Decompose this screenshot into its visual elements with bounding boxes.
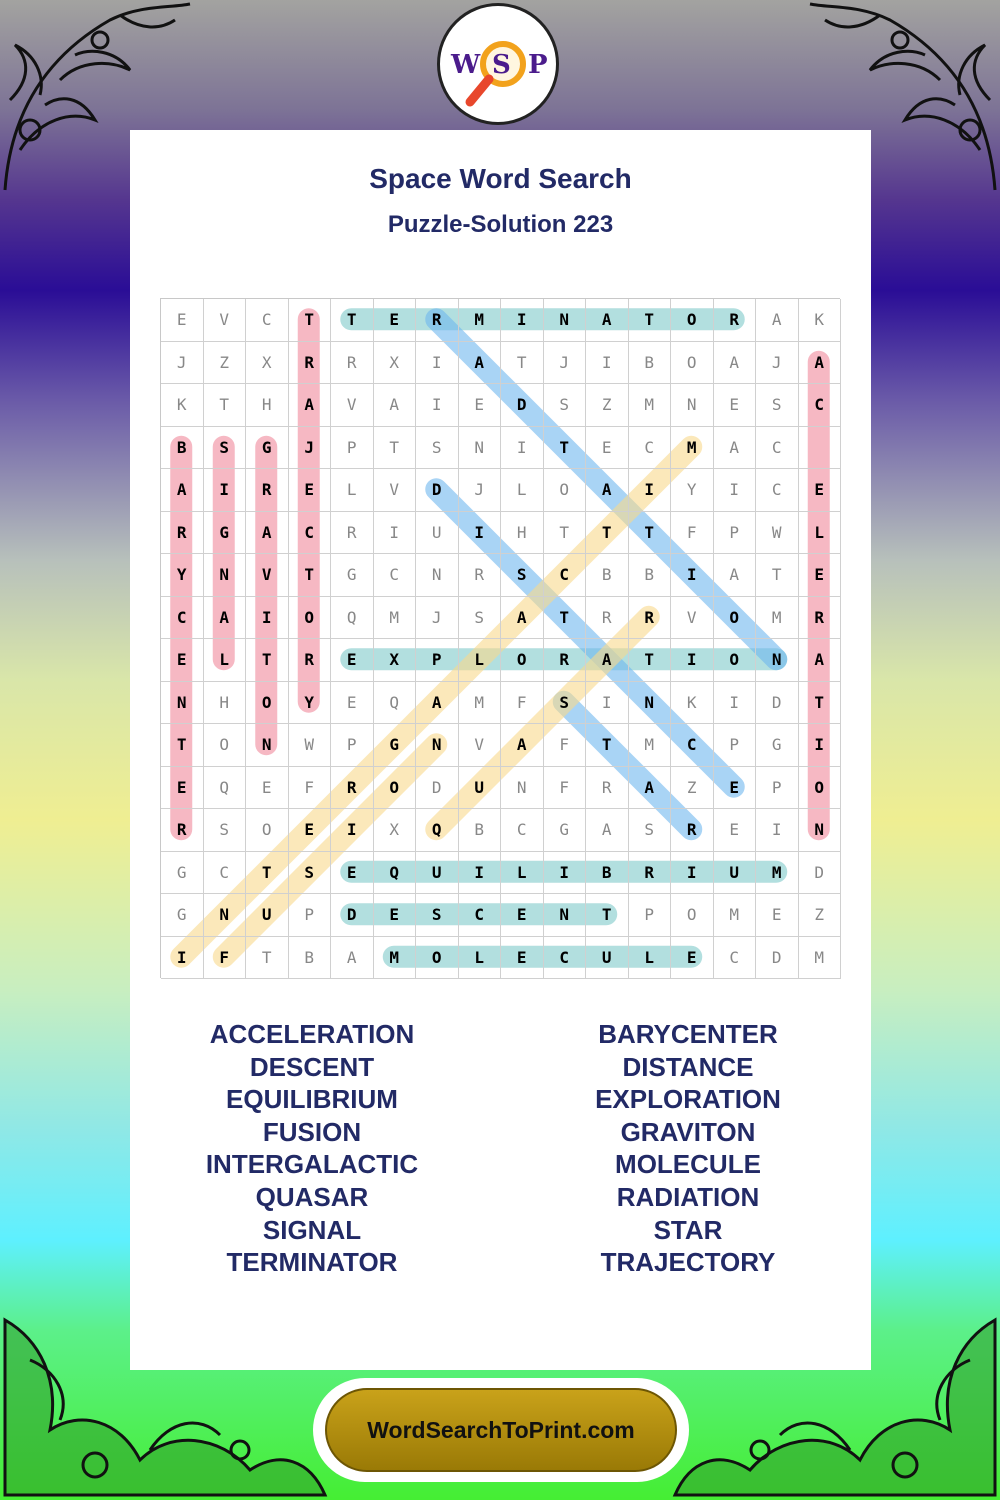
grid-cell[interactable]: X: [374, 809, 417, 852]
grid-cell[interactable]: P: [629, 894, 672, 937]
grid-cell[interactable]: C: [289, 512, 332, 555]
grid-cell[interactable]: E: [331, 852, 374, 895]
grid-cell[interactable]: L: [459, 639, 502, 682]
grid-cell[interactable]: I: [671, 554, 714, 597]
grid-cell[interactable]: T: [289, 554, 332, 597]
grid-cell[interactable]: S: [501, 554, 544, 597]
grid-cell[interactable]: S: [544, 682, 587, 725]
grid-cell[interactable]: I: [161, 937, 204, 980]
word-list-item: GRAVITON: [620, 1116, 756, 1147]
grid-cell[interactable]: E: [586, 427, 629, 470]
word-list-item: DESCENT: [249, 1051, 375, 1082]
grid-cell[interactable]: I: [799, 724, 842, 767]
grid-cell[interactable]: N: [544, 299, 587, 342]
grid-cell[interactable]: L: [204, 639, 247, 682]
grid-cell[interactable]: H: [246, 384, 289, 427]
grid-cell[interactable]: B: [289, 937, 332, 980]
grid-cell[interactable]: S: [629, 809, 672, 852]
grid-cell[interactable]: J: [756, 342, 799, 385]
grid-cell[interactable]: G: [246, 427, 289, 470]
grid-cell[interactable]: E: [161, 767, 204, 810]
word-list-item: BARYCENTER: [598, 1019, 778, 1049]
word-list-item: SIGNAL: [262, 1214, 362, 1245]
grid-cell[interactable]: F: [289, 767, 332, 810]
grid-cell[interactable]: A: [204, 597, 247, 640]
grid-cell[interactable]: K: [799, 299, 842, 342]
word-list-item: DISTANCE: [622, 1051, 754, 1082]
grid-cell[interactable]: C: [501, 809, 544, 852]
grid-cell[interactable]: U: [416, 512, 459, 555]
grid-cell[interactable]: O: [671, 299, 714, 342]
grid-cell[interactable]: A: [756, 299, 799, 342]
grid-cell[interactable]: A: [374, 384, 417, 427]
grid-cell[interactable]: M: [756, 852, 799, 895]
grid-cell[interactable]: R: [331, 342, 374, 385]
grid-cell[interactable]: Y: [161, 554, 204, 597]
grid-cell[interactable]: I: [331, 809, 374, 852]
grid-cell[interactable]: Q: [204, 767, 247, 810]
grid-cell[interactable]: M: [459, 299, 502, 342]
grid-cell[interactable]: L: [629, 937, 672, 980]
page-subtitle: Puzzle-Solution 223: [387, 211, 614, 238]
grid-cell[interactable]: P: [416, 639, 459, 682]
grid-cell[interactable]: R: [331, 767, 374, 810]
grid-cell[interactable]: B: [586, 852, 629, 895]
grid-cell[interactable]: G: [756, 724, 799, 767]
word-list-item: TERMINATOR: [226, 1247, 398, 1278]
grid-cell[interactable]: O: [246, 682, 289, 725]
grid-cell[interactable]: S: [756, 384, 799, 427]
grid-cell[interactable]: M: [374, 597, 417, 640]
grid-cell[interactable]: A: [714, 342, 757, 385]
grid-cell[interactable]: O: [246, 809, 289, 852]
word-list-item: ACCELERATION: [209, 1019, 415, 1049]
word-list-item: QUASAR: [255, 1181, 369, 1212]
grid-cell[interactable]: R: [671, 809, 714, 852]
grid-cell[interactable]: A: [501, 724, 544, 767]
grid-cell[interactable]: O: [671, 342, 714, 385]
grid-cell[interactable]: B: [161, 427, 204, 470]
grid-cell[interactable]: D: [416, 469, 459, 512]
grid-cell[interactable]: R: [289, 342, 332, 385]
grid-cell[interactable]: I: [374, 512, 417, 555]
grid-cell[interactable]: D: [799, 852, 842, 895]
grid-cell[interactable]: R: [459, 554, 502, 597]
grid-cell[interactable]: L: [459, 937, 502, 980]
grid-cell[interactable]: T: [331, 299, 374, 342]
grid-cell[interactable]: T: [501, 342, 544, 385]
grid-cell[interactable]: B: [629, 342, 672, 385]
grid-cell[interactable]: E: [289, 809, 332, 852]
grid-cell[interactable]: V: [671, 597, 714, 640]
grid-cell[interactable]: I: [714, 682, 757, 725]
grid-cell[interactable]: L: [501, 852, 544, 895]
grid-cell[interactable]: I: [501, 427, 544, 470]
grid-cell[interactable]: T: [586, 894, 629, 937]
word-list-item: MOLECULE: [615, 1149, 761, 1180]
grid-cell[interactable]: V: [459, 724, 502, 767]
grid-cell[interactable]: S: [204, 809, 247, 852]
grid-cell[interactable]: M: [629, 724, 672, 767]
grid-cell[interactable]: J: [544, 342, 587, 385]
grid-cell[interactable]: X: [374, 639, 417, 682]
grid-cell[interactable]: E: [331, 682, 374, 725]
grid-cell[interactable]: T: [544, 597, 587, 640]
grid-cell[interactable]: I: [246, 597, 289, 640]
grid-cell[interactable]: N: [204, 554, 247, 597]
grid-cell[interactable]: E: [756, 894, 799, 937]
grid-cell[interactable]: H: [501, 512, 544, 555]
grid-cell[interactable]: I: [714, 469, 757, 512]
word-list-item: STAR: [653, 1214, 723, 1245]
grid-cell[interactable]: U: [586, 937, 629, 980]
grid-cell[interactable]: E: [331, 639, 374, 682]
grid-cell[interactable]: R: [714, 299, 757, 342]
logo-letter-s: S: [492, 50, 511, 80]
grid-cell[interactable]: O: [714, 639, 757, 682]
grid-cell[interactable]: G: [161, 852, 204, 895]
grid-cell[interactable]: N: [416, 554, 459, 597]
grid-cell[interactable]: F: [544, 724, 587, 767]
grid-cell[interactable]: I: [204, 469, 247, 512]
grid-cell[interactable]: Z: [799, 894, 842, 937]
grid-cell[interactable]: H: [204, 682, 247, 725]
grid-cell[interactable]: E: [161, 639, 204, 682]
grid-cell[interactable]: I: [586, 342, 629, 385]
grid-cell[interactable]: T: [544, 512, 587, 555]
grid-cell[interactable]: P: [714, 512, 757, 555]
grid-cell[interactable]: T: [246, 937, 289, 980]
grid-cell[interactable]: C: [246, 299, 289, 342]
grid-cell[interactable]: J: [289, 427, 332, 470]
grid-cell[interactable]: J: [459, 469, 502, 512]
grid-cell[interactable]: K: [671, 682, 714, 725]
grid-cell[interactable]: R: [289, 639, 332, 682]
grid-cell[interactable]: C: [714, 937, 757, 980]
grid-cell[interactable]: D: [331, 894, 374, 937]
grid-cell[interactable]: F: [671, 512, 714, 555]
grid-cell[interactable]: T: [289, 299, 332, 342]
logo-letter-p: P: [528, 50, 548, 80]
grid-cell[interactable]: N: [161, 682, 204, 725]
word-list-left: [162, 1018, 462, 1279]
word-list: [130, 1018, 871, 1288]
grid-cell[interactable]: R: [416, 299, 459, 342]
grid-cell[interactable]: A: [161, 469, 204, 512]
grid-cell[interactable]: I: [544, 852, 587, 895]
grid-cell[interactable]: [799, 427, 842, 470]
grid-cell[interactable]: R: [331, 512, 374, 555]
grid-cell[interactable]: S: [204, 427, 247, 470]
grid-cell[interactable]: G: [161, 894, 204, 937]
grid-cell[interactable]: I: [459, 512, 502, 555]
grid-cell[interactable]: I: [416, 342, 459, 385]
grid-cell[interactable]: R: [246, 469, 289, 512]
grid-cell[interactable]: O: [374, 767, 417, 810]
grid-cell[interactable]: I: [756, 809, 799, 852]
grid-cell[interactable]: M: [756, 597, 799, 640]
page-title: Space Word Search: [369, 163, 632, 194]
grid-cell[interactable]: S: [416, 894, 459, 937]
grid-cell[interactable]: C: [799, 384, 842, 427]
grid-cell[interactable]: Z: [204, 342, 247, 385]
grid-cell[interactable]: C: [374, 554, 417, 597]
grid-cell[interactable]: V: [246, 554, 289, 597]
grid-cell[interactable]: P: [756, 767, 799, 810]
grid-cell[interactable]: A: [586, 809, 629, 852]
grid-cell[interactable]: C: [459, 894, 502, 937]
grid-cell[interactable]: P: [289, 894, 332, 937]
grid-cell[interactable]: P: [331, 724, 374, 767]
grid-cell[interactable]: N: [671, 384, 714, 427]
grid-cell[interactable]: T: [629, 299, 672, 342]
grid-cell[interactable]: E: [671, 937, 714, 980]
grid-cell[interactable]: E: [714, 809, 757, 852]
grid-cell[interactable]: A: [501, 597, 544, 640]
grid-cell[interactable]: T: [756, 554, 799, 597]
grid-cell[interactable]: Q: [331, 597, 374, 640]
grid-cell[interactable]: G: [544, 809, 587, 852]
grid-cell[interactable]: N: [544, 894, 587, 937]
grid-cell[interactable]: V: [331, 384, 374, 427]
grid-cell[interactable]: E: [374, 894, 417, 937]
site-badge[interactable]: [313, 1378, 689, 1482]
grid-cell[interactable]: O: [799, 767, 842, 810]
grid-cell[interactable]: T: [246, 852, 289, 895]
grid-cell[interactable]: A: [459, 342, 502, 385]
word-list-item: EQUILIBRIUM: [226, 1084, 398, 1115]
grid-cell[interactable]: V: [374, 469, 417, 512]
word-list-item: FUSION: [262, 1116, 362, 1147]
grid-cell[interactable]: G: [331, 554, 374, 597]
grid-cell[interactable]: M: [714, 894, 757, 937]
grid-cell[interactable]: Y: [289, 682, 332, 725]
grid-cell[interactable]: R: [161, 512, 204, 555]
grid-cell[interactable]: E: [799, 469, 842, 512]
grid-cell[interactable]: E: [799, 554, 842, 597]
grid-cell[interactable]: R: [799, 597, 842, 640]
grid-cell[interactable]: M: [629, 384, 672, 427]
word-grid: [160, 298, 840, 978]
grid-cell[interactable]: C: [161, 597, 204, 640]
letter-grid: [160, 298, 840, 978]
grid-cell[interactable]: S: [416, 427, 459, 470]
grid-cell[interactable]: U: [714, 852, 757, 895]
grid-cell[interactable]: R: [586, 597, 629, 640]
grid-cell[interactable]: M: [374, 937, 417, 980]
grid-cell[interactable]: T: [629, 639, 672, 682]
grid-cell[interactable]: L: [501, 469, 544, 512]
grid-cell[interactable]: T: [544, 427, 587, 470]
grid-cell[interactable]: C: [544, 554, 587, 597]
grid-cell[interactable]: B: [629, 554, 672, 597]
grid-cell[interactable]: O: [416, 937, 459, 980]
grid-cell[interactable]: E: [459, 384, 502, 427]
grid-cell[interactable]: D: [501, 384, 544, 427]
grid-cell[interactable]: N: [416, 724, 459, 767]
grid-cell[interactable]: M: [459, 682, 502, 725]
grid-cell[interactable]: O: [544, 469, 587, 512]
grid-cell[interactable]: I: [671, 852, 714, 895]
logo-letter-w: W: [451, 50, 481, 80]
word-list-item: EXPLORATION: [595, 1084, 781, 1115]
grid-cell[interactable]: U: [416, 852, 459, 895]
grid-cell[interactable]: Q: [416, 809, 459, 852]
site-link[interactable]: WordSearchToPrint.com: [325, 1388, 677, 1472]
grid-cell[interactable]: E: [714, 384, 757, 427]
grid-cell[interactable]: N: [459, 427, 502, 470]
grid-cell[interactable]: D: [416, 767, 459, 810]
grid-cell[interactable]: A: [586, 639, 629, 682]
grid-cell[interactable]: A: [799, 342, 842, 385]
grid-cell[interactable]: M: [671, 427, 714, 470]
grid-cell[interactable]: O: [204, 724, 247, 767]
grid-cell[interactable]: S: [289, 852, 332, 895]
grid-cell[interactable]: M: [799, 937, 842, 980]
grid-cell[interactable]: N: [799, 809, 842, 852]
grid-cell[interactable]: E: [714, 767, 757, 810]
grid-cell[interactable]: E: [161, 299, 204, 342]
grid-cell[interactable]: B: [586, 554, 629, 597]
grid-cell[interactable]: R: [161, 809, 204, 852]
grid-cell[interactable]: A: [331, 937, 374, 980]
grid-cell[interactable]: T: [374, 427, 417, 470]
word-list-item: TRAJECTORY: [600, 1247, 776, 1278]
grid-cell[interactable]: C: [756, 469, 799, 512]
grid-cell[interactable]: N: [629, 682, 672, 725]
grid-cell[interactable]: E: [246, 767, 289, 810]
grid-cell[interactable]: O: [501, 639, 544, 682]
grid-cell[interactable]: I: [459, 852, 502, 895]
grid-cell[interactable]: S: [544, 384, 587, 427]
grid-cell[interactable]: R: [629, 597, 672, 640]
grid-cell[interactable]: A: [586, 469, 629, 512]
grid-cell[interactable]: C: [756, 427, 799, 470]
grid-cell[interactable]: I: [586, 682, 629, 725]
grid-cell[interactable]: A: [289, 384, 332, 427]
grid-cell[interactable]: N: [501, 767, 544, 810]
grid-cell[interactable]: Y: [671, 469, 714, 512]
grid-cell[interactable]: K: [161, 384, 204, 427]
grid-cell[interactable]: D: [756, 682, 799, 725]
grid-cell[interactable]: T: [161, 724, 204, 767]
grid-cell[interactable]: C: [671, 724, 714, 767]
grid-cell[interactable]: U: [246, 894, 289, 937]
puzzle-panel: [130, 130, 871, 1370]
grid-cell[interactable]: O: [671, 894, 714, 937]
grid-cell[interactable]: U: [459, 767, 502, 810]
word-list-item: RADIATION: [616, 1181, 760, 1212]
grid-cell[interactable]: C: [544, 937, 587, 980]
grid-cell[interactable]: I: [671, 639, 714, 682]
grid-cell[interactable]: E: [501, 894, 544, 937]
grid-cell[interactable]: R: [586, 767, 629, 810]
grid-cell[interactable]: X: [374, 342, 417, 385]
grid-cell[interactable]: I: [629, 469, 672, 512]
grid-cell[interactable]: F: [501, 682, 544, 725]
grid-cell[interactable]: D: [756, 937, 799, 980]
grid-cell[interactable]: S: [459, 597, 502, 640]
grid-cell[interactable]: O: [289, 597, 332, 640]
grid-cell[interactable]: J: [161, 342, 204, 385]
grid-cell[interactable]: E: [501, 937, 544, 980]
grid-cell[interactable]: N: [756, 639, 799, 682]
grid-cell[interactable]: A: [714, 554, 757, 597]
grid-cell[interactable]: T: [799, 682, 842, 725]
grid-cell[interactable]: T: [629, 512, 672, 555]
grid-cell[interactable]: A: [714, 427, 757, 470]
grid-cell[interactable]: Z: [586, 384, 629, 427]
grid-cell[interactable]: E: [289, 469, 332, 512]
grid-cell[interactable]: P: [714, 724, 757, 767]
grid-cell[interactable]: T: [204, 384, 247, 427]
grid-cell[interactable]: A: [799, 639, 842, 682]
grid-cell[interactable]: Z: [671, 767, 714, 810]
grid-cell[interactable]: R: [544, 639, 587, 682]
grid-cell[interactable]: J: [416, 597, 459, 640]
grid-cell[interactable]: W: [289, 724, 332, 767]
grid-cell[interactable]: L: [799, 512, 842, 555]
grid-cell[interactable]: E: [374, 299, 417, 342]
grid-cell[interactable]: F: [544, 767, 587, 810]
grid-cell[interactable]: F: [204, 937, 247, 980]
grid-cell[interactable]: G: [374, 724, 417, 767]
grid-cell[interactable]: P: [331, 427, 374, 470]
grid-cell[interactable]: W: [756, 512, 799, 555]
grid-cell[interactable]: O: [714, 597, 757, 640]
grid-cell[interactable]: R: [629, 852, 672, 895]
grid-cell[interactable]: T: [586, 724, 629, 767]
word-list-item: INTERGALACTIC: [205, 1149, 419, 1180]
grid-cell[interactable]: T: [246, 639, 289, 682]
grid-cell[interactable]: A: [586, 299, 629, 342]
grid-cell[interactable]: Q: [374, 682, 417, 725]
grid-cell[interactable]: T: [586, 512, 629, 555]
grid-cell[interactable]: L: [331, 469, 374, 512]
word-list-right: [538, 1018, 838, 1279]
grid-cell[interactable]: N: [204, 894, 247, 937]
grid-cell[interactable]: X: [246, 342, 289, 385]
grid-cell[interactable]: A: [246, 512, 289, 555]
grid-cell[interactable]: V: [204, 299, 247, 342]
wsp-logo[interactable]: [437, 3, 559, 125]
grid-cell[interactable]: A: [629, 767, 672, 810]
grid-cell[interactable]: I: [416, 384, 459, 427]
grid-cell[interactable]: I: [501, 299, 544, 342]
grid-cell[interactable]: N: [246, 724, 289, 767]
grid-cell[interactable]: Q: [374, 852, 417, 895]
grid-cell[interactable]: C: [629, 427, 672, 470]
grid-cell[interactable]: A: [416, 682, 459, 725]
grid-cell[interactable]: C: [204, 852, 247, 895]
grid-cell[interactable]: G: [204, 512, 247, 555]
grid-cell[interactable]: B: [459, 809, 502, 852]
